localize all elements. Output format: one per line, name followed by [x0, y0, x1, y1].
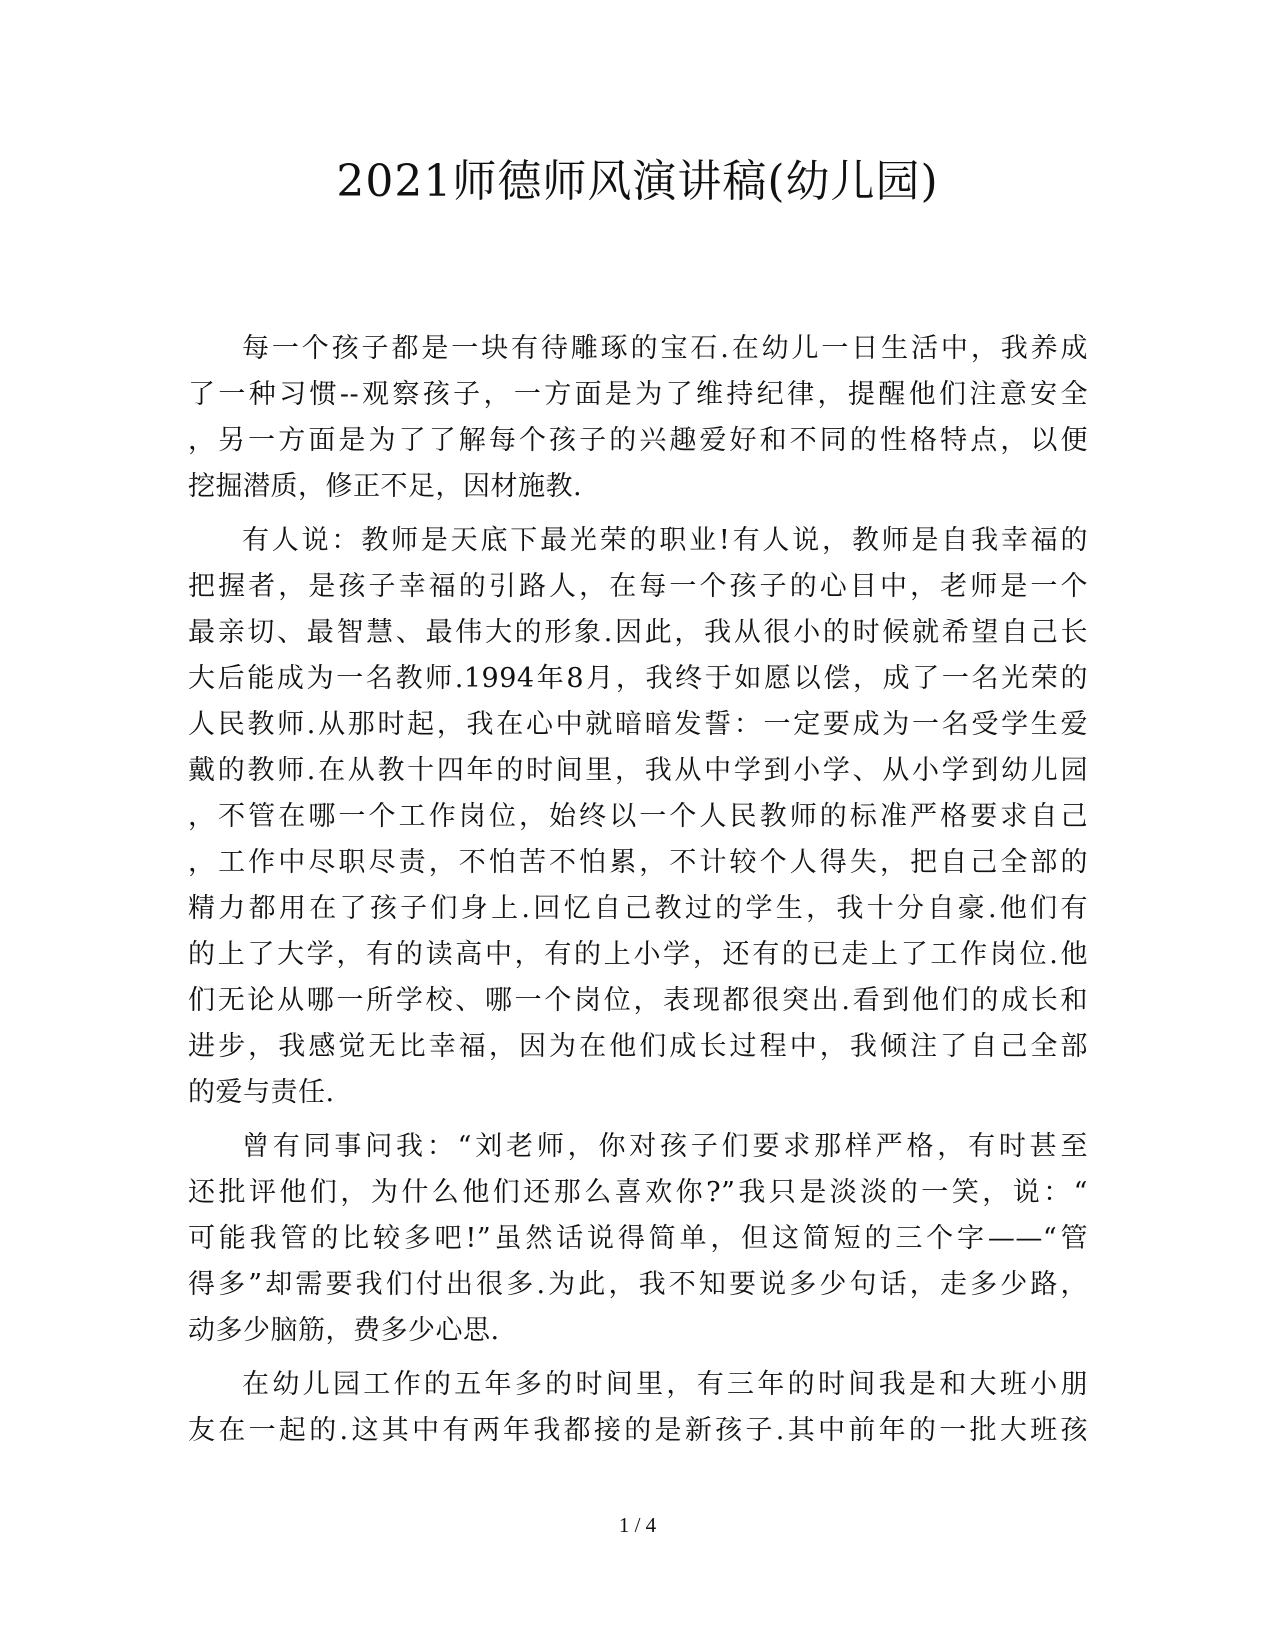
text-line: 大后能成为一名教师.1994年8月，我终于如愿以偿，成了一名光荣的 [188, 663, 1088, 694]
document-body [188, 326, 1088, 1462]
text-line: 精力都用在了孩子们身上.回忆自己教过的学生，我十分自豪.他们有 [188, 893, 1088, 924]
text-line: 每一个孩子都是一块有待雕琢的宝石.在幼儿一日生活中，我养成 [242, 333, 1088, 364]
text-line: 最亲切、最智慧、最伟大的形象.因此，我从很小的时候就希望自己长 [188, 617, 1088, 648]
text-line: 挖掘潜质，修正不足，因材施教. [188, 471, 583, 502]
text-line: 的爱与责任. [188, 1077, 335, 1108]
text-line: ，工作中尽职尽责，不怕苦不怕累，不计较个人得失，把自己全部的 [188, 847, 1088, 878]
text-line: 了一种习惯--观察孩子，一方面是为了维持纪律，提醒他们注意安全 [188, 379, 1088, 410]
text-line: 友在一起的.这其中有两年我都接的是新孩子.其中前年的一批大班孩 [188, 1415, 1088, 1446]
paragraph [188, 326, 1088, 510]
text-line: 在幼儿园工作的五年多的时间里，有三年的时间我是和大班小朋 [242, 1369, 1088, 1400]
text-line: ，另一方面是为了了解每个孩子的兴趣爱好和不同的性格特点，以便 [188, 425, 1088, 456]
text-line: 动多少脑筋，费多少心思. [188, 1315, 500, 1346]
text-line: 把握者，是孩子幸福的引路人，在每一个孩子的心目中，老师是一个 [188, 571, 1088, 602]
text-line: 的上了大学，有的读高中，有的上小学，还有的已走上了工作岗位.他 [188, 939, 1088, 970]
text-line: 们无论从哪一所学校、哪一个岗位，表现都很突出.看到他们的成长和 [188, 985, 1088, 1016]
text-line: 还批评他们，为什么他们还那么喜欢你?”我只是淡淡的一笑，说：“ [188, 1177, 1088, 1208]
paragraph [188, 1362, 1088, 1454]
page-number: 1 / 4 [618, 1513, 657, 1537]
text-line: 进步，我感觉无比幸福，因为在他们成长过程中，我倾注了自己全部 [188, 1031, 1088, 1062]
text-line: 有人说：教师是天底下最光荣的职业!有人说，教师是自我幸福的 [242, 525, 1088, 556]
paragraph [188, 1124, 1088, 1354]
text-line: 人民教师.从那时起，我在心中就暗暗发誓：一定要成为一名受学生爱 [188, 709, 1088, 740]
text-line: 戴的教师.在从教十四年的时间里，我从中学到小学、从小学到幼儿园 [188, 755, 1088, 786]
paragraph [188, 518, 1088, 1116]
text-line: ，不管在哪一个工作岗位，始终以一个人民教师的标准严格要求自己 [188, 801, 1088, 832]
text-line: 可能我管的比较多吧!”虽然话说得简单，但这简短的三个字——“管 [188, 1223, 1088, 1254]
document-title: 2021师德师风演讲稿(幼儿园) [336, 156, 939, 207]
text-line: 曾有同事问我：“刘老师，你对孩子们要求那样严格，有时甚至 [242, 1131, 1088, 1162]
text-line: 得多”却需要我们付出很多.为此，我不知要说多少句话，走多少路， [188, 1269, 1088, 1300]
